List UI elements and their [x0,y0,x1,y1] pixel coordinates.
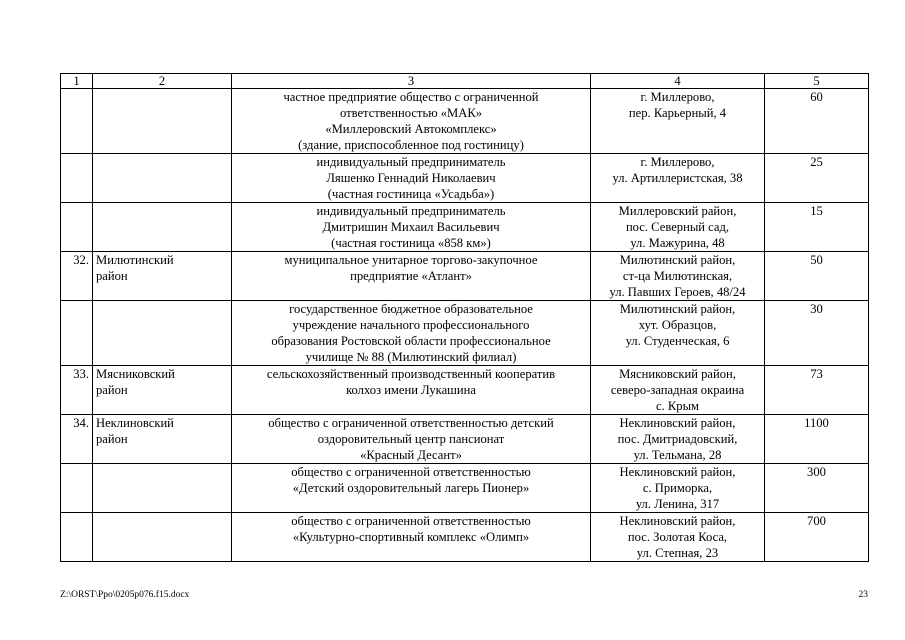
district-line: район [96,432,128,446]
capacity-cell [765,513,869,562]
row-number-cell [61,89,93,154]
district-cell [93,513,232,562]
address-line: Неклиновский район, [619,514,736,528]
row-number: 34. [73,416,89,430]
address-line: пос. Северный сад, [625,220,730,234]
row-number-cell [61,203,93,252]
header-col-4: 4 [591,74,765,89]
organization-line: «Культурно-спортивный комплекс «Олимп» [292,530,530,544]
table-row [61,252,869,301]
address-cell [591,301,765,366]
capacity-value: 700 [807,514,826,528]
address-cell [591,89,765,154]
capacity-cell [765,252,869,301]
header-col-1: 1 [61,74,93,89]
district-line: район [96,269,128,283]
address-line: ул. Мажурина, 48 [630,236,725,250]
header-col-5: 5 [765,74,869,89]
capacity-value: 1100 [804,416,829,430]
organization-cell [232,203,591,252]
table-row [61,154,869,203]
row-number-cell [61,301,93,366]
row-number-cell [61,415,93,464]
district-cell [93,301,232,366]
address-line: пос. Золотая Коса, [627,530,728,544]
organization-cell [232,252,591,301]
address-line: ул. Артиллеристская, 38 [612,171,743,185]
row-number-cell [61,252,93,301]
address-line: северо-западная окраина [610,383,745,397]
address-line: Милютинский район, [619,302,736,316]
address-cell [591,252,765,301]
address-line: пос. Дмитриадовский, [617,432,738,446]
table-row [61,366,869,415]
capacity-value: 73 [810,367,823,381]
address-line: Неклиновский район, [619,416,736,430]
header-col-3: 3 [232,74,591,89]
organization-line: (частная гостиница «858 км») [331,236,491,250]
organization-line: общество с ограниченной ответственностью детский [268,416,554,430]
capacity-cell [765,89,869,154]
row-number: 33. [73,367,89,381]
capacity-cell [765,366,869,415]
address-line: пер. Карьерный, 4 [628,106,727,120]
organization-line: индивидуальный предприниматель [316,155,506,169]
district-line: Мясниковский [96,367,175,381]
district-cell [93,252,232,301]
table-row [61,415,869,464]
footer-page-number: 23 [858,590,868,600]
district-line: район [96,383,128,397]
row-number-cell [61,464,93,513]
district-cell [93,89,232,154]
table-row [61,513,869,562]
organization-line: ответственностью «МАК» [339,106,483,120]
organization-line: «Детский оздоровительный лагерь Пионер» [292,481,530,495]
organization-line: Дмитришин Михаил Васильевич [322,220,500,234]
address-line: ул. Степная, 23 [636,546,719,560]
header-col-2: 2 [93,74,232,89]
address-line: Неклиновский район, [619,465,736,479]
organization-line: училище № 88 (Милютинский филиал) [305,350,517,364]
address-cell [591,415,765,464]
capacity-value: 15 [810,204,823,218]
capacity-cell [765,203,869,252]
capacity-cell [765,415,869,464]
capacity-cell [765,301,869,366]
capacity-value: 25 [810,155,823,169]
address-cell [591,366,765,415]
organization-cell [232,464,591,513]
row-number-cell [61,366,93,415]
table-row [61,203,869,252]
address-line: ул. Павших Героев, 48/24 [609,285,746,299]
organization-line: учреждение начального профессионального [292,318,530,332]
address-line: Миллеровский район, [618,204,737,218]
address-line: с. Крым [655,399,699,413]
organization-line: образования Ростовской области профессиональное [271,334,551,348]
organization-line: частное предприятие общество с ограниченной [283,90,539,104]
district-cell [93,415,232,464]
address-line: г. Миллерово, [640,155,715,169]
address-line: ст-ца Милютинская, [622,269,733,283]
row-number-cell [61,154,93,203]
address-line: с. Приморка, [642,481,713,495]
organization-line: муниципальное унитарное торгово-закупочное [284,253,538,267]
header-row [61,74,869,89]
address-line: хут. Образцов, [638,318,717,332]
organization-line: оздоровительный центр пансионат [317,432,505,446]
row-number: 32. [73,253,89,267]
organization-line: Ляшенко Геннадий Николаевич [326,171,496,185]
address-line: г. Миллерово, [640,90,715,104]
organization-cell [232,89,591,154]
organization-line: предприятие «Атлант» [350,269,472,283]
organization-line: общество с ограниченной ответственностью [291,465,531,479]
table-row [61,464,869,513]
address-line: ул. Ленина, 317 [635,497,720,511]
table-row [61,89,869,154]
table-row [61,301,869,366]
organization-cell [232,415,591,464]
district-cell [93,366,232,415]
facilities-table [60,73,869,562]
organization-line: «Красный Десант» [360,448,462,462]
address-line: ул. Студенческая, 6 [625,334,730,348]
organization-line: колхоз имени Лукашина [346,383,476,397]
capacity-cell [765,464,869,513]
organization-cell [232,366,591,415]
row-number-cell [61,513,93,562]
table-header [61,74,869,89]
address-line: Мясниковский район, [619,367,736,381]
district-line: Неклиновский [96,416,174,430]
organization-line: государственное бюджетное образовательное [289,302,533,316]
address-line: Милютинский район, [619,253,736,267]
district-cell [93,203,232,252]
district-cell [93,464,232,513]
organization-cell [232,154,591,203]
address-cell [591,513,765,562]
organization-line: «Миллеровский Автокомплекс» [325,122,497,136]
capacity-value: 50 [810,253,823,267]
district-cell [93,154,232,203]
address-cell [591,203,765,252]
table-body [61,89,869,562]
capacity-cell [765,154,869,203]
capacity-value: 30 [810,302,823,316]
organization-line: (частная гостиница «Усадьба») [327,187,495,201]
organization-line: (здание, приспособленное под гостиницу) [298,138,524,152]
capacity-value: 300 [807,465,826,479]
organization-cell [232,513,591,562]
organization-line: общество с ограниченной ответственностью [291,514,531,528]
address-line: ул. Тельмана, 28 [633,448,722,462]
capacity-value: 60 [810,90,823,104]
organization-line: индивидуальный предприниматель [316,204,506,218]
organization-line: сельскохозяйственный производственный кооператив [266,367,556,381]
organization-cell [232,301,591,366]
district-line: Милютинский [96,253,174,267]
address-cell [591,154,765,203]
address-cell [591,464,765,513]
footer-file-path: Z:\ORST\Ppo\0205p076.f15.docx [60,590,190,600]
